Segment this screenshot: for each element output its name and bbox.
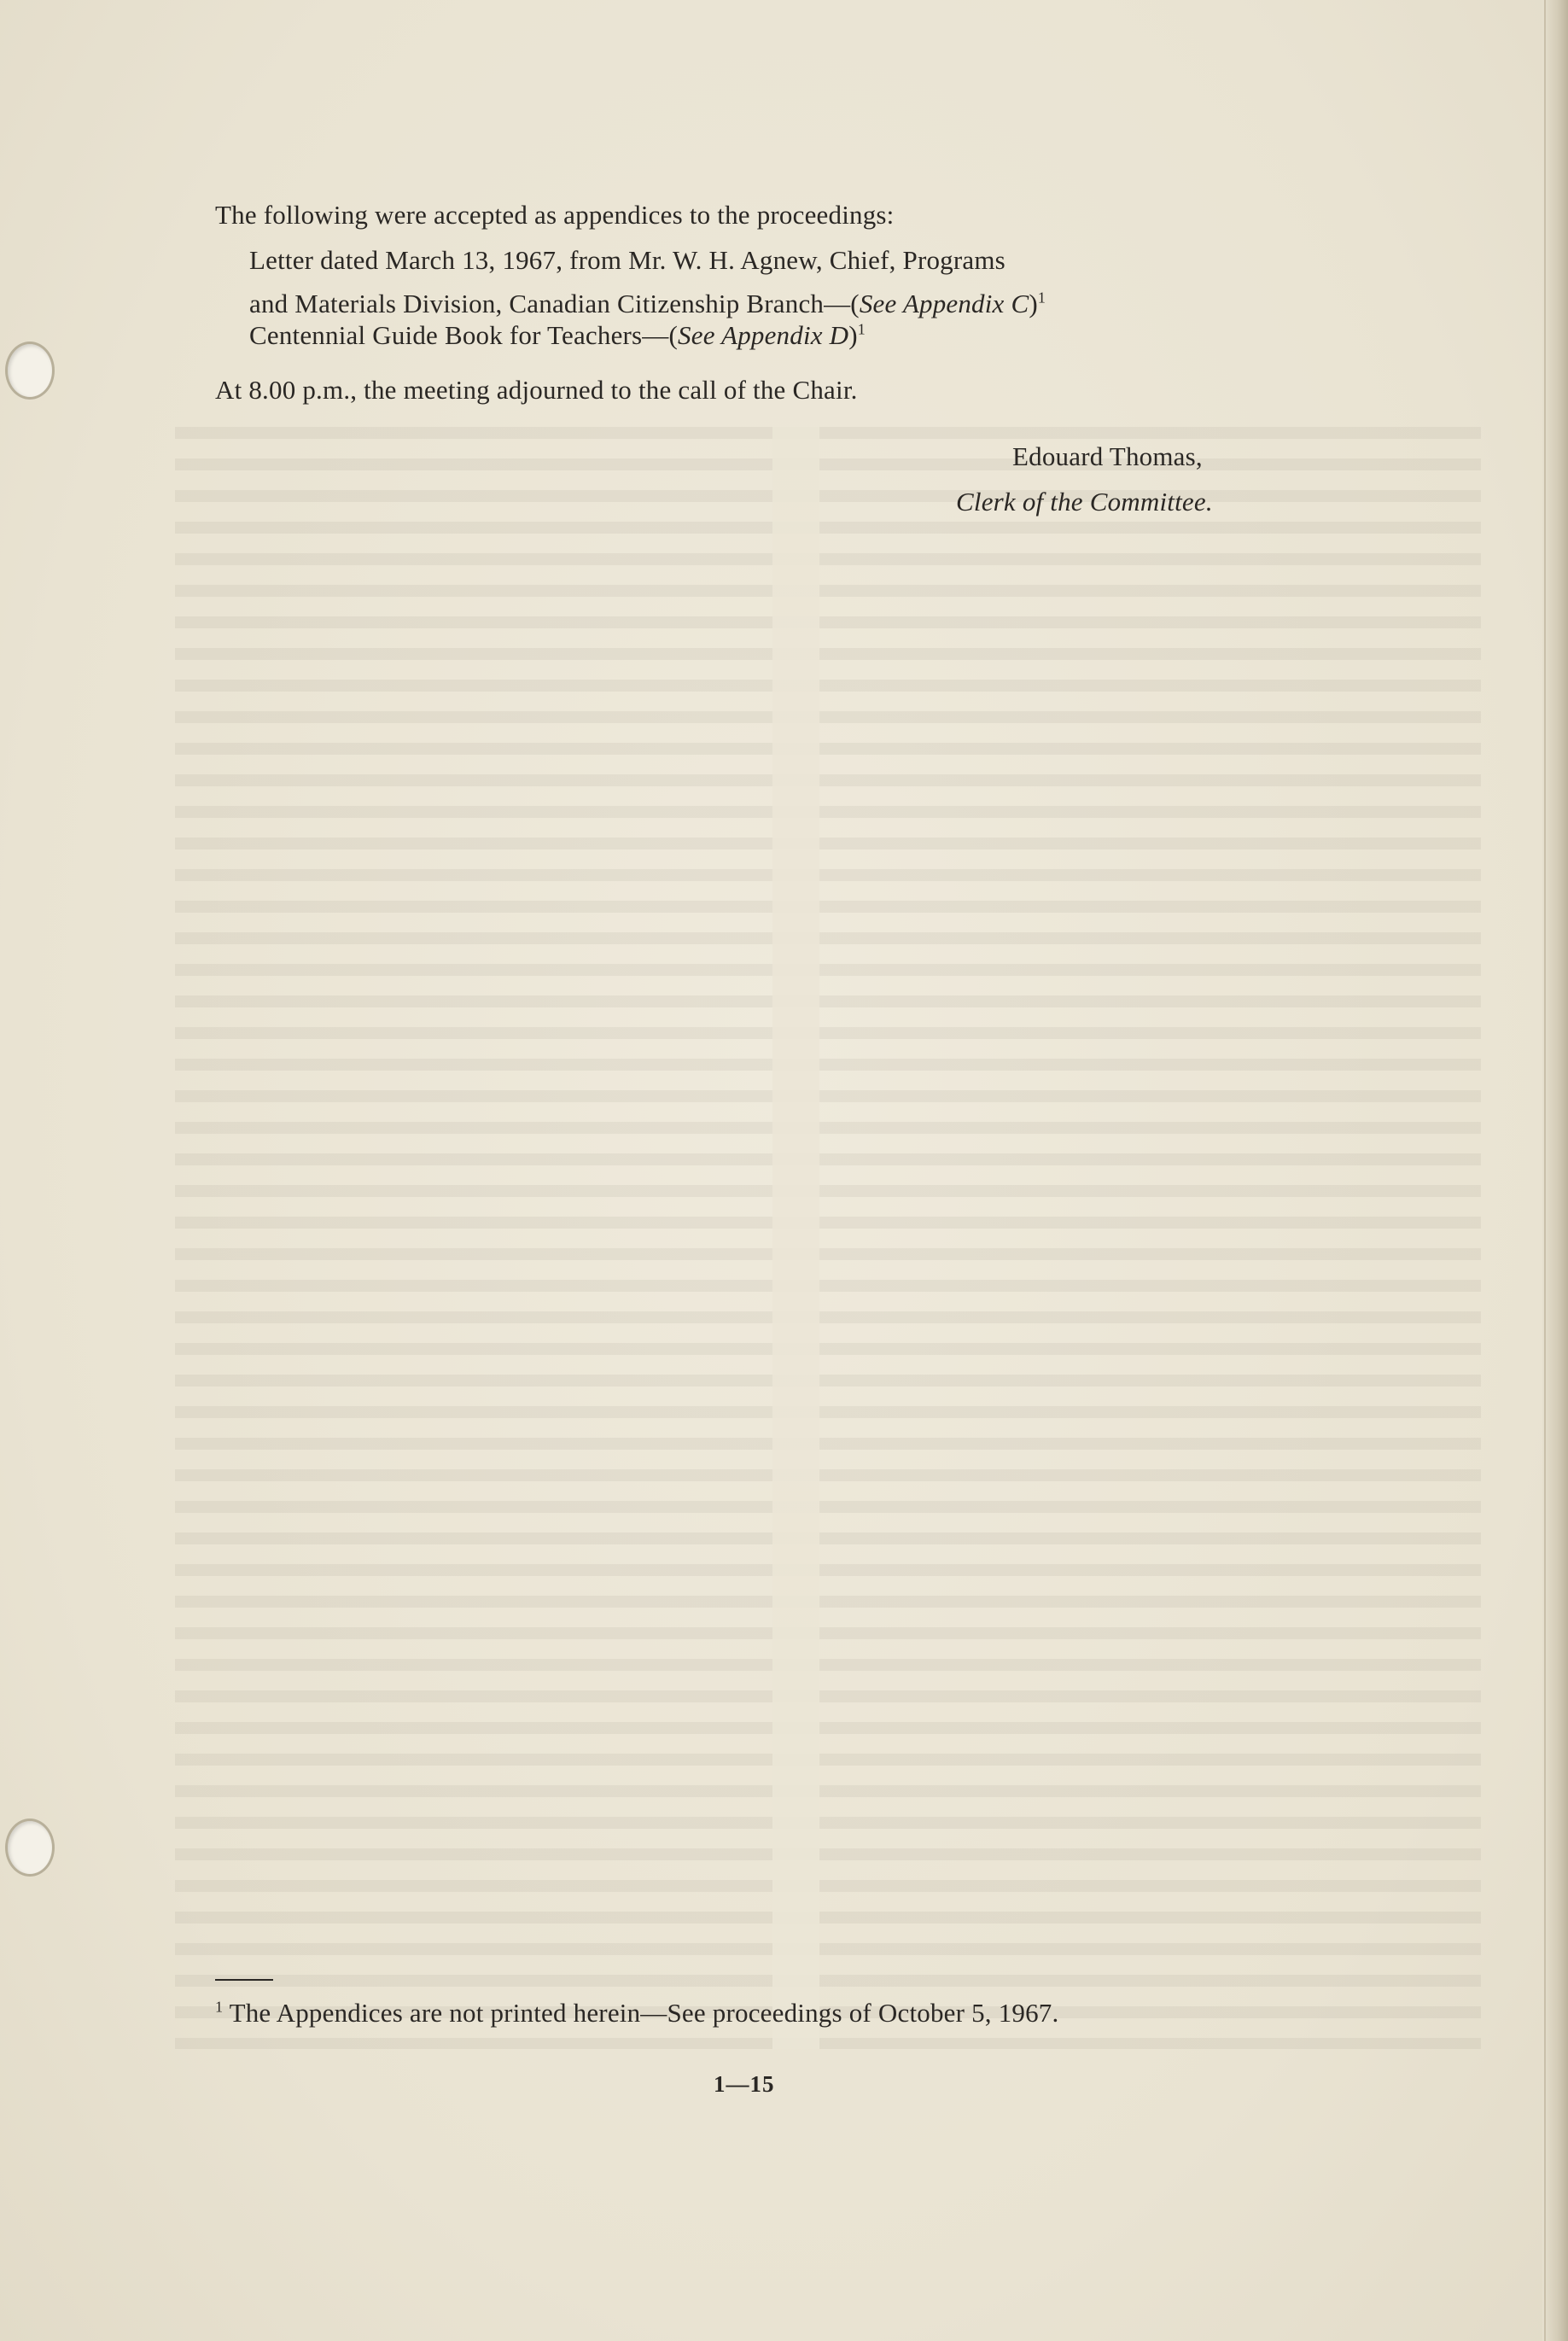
footnote-divider — [215, 1979, 273, 1981]
punch-hole-icon — [5, 1819, 55, 1877]
signatory-title: Clerk of the Committee. — [956, 487, 1213, 517]
appendix-reference: See Appendix D — [678, 320, 849, 350]
appendix-close-paren: ) — [1029, 289, 1038, 318]
signatory-name: Edouard Thomas, — [1012, 441, 1203, 471]
binding-edge — [1542, 0, 1568, 2341]
footnote — [215, 1996, 1058, 2030]
appendix-line-text: and Materials Division, Canadian Citizenship Branch—( — [249, 289, 860, 318]
appendix-line-3 — [249, 318, 866, 353]
appendix-line-text: Letter dated March 13, 1967, from Mr. W. H. Agnew, Chief, Programs — [249, 245, 1006, 275]
adjournment-statement: At 8.00 p.m., the meeting adjourned to the call of the Chair. — [215, 375, 858, 405]
bleed-through-gutter — [772, 427, 819, 2049]
appendix-close-paren: ) — [848, 320, 858, 350]
footnote-marker: 1 — [857, 320, 866, 338]
footnote-marker: 1 — [215, 1998, 224, 2016]
appendices-intro: The following were accepted as appendices to the proceedings: — [215, 200, 895, 230]
bleed-through-text — [175, 427, 1481, 2049]
appendix-line-text: Centennial Guide Book for Teachers—( — [249, 320, 679, 350]
punch-hole-icon — [5, 342, 55, 400]
appendix-line-2 — [249, 287, 1046, 321]
page-number: 1—15 — [714, 2071, 775, 2097]
footnote-marker: 1 — [1037, 289, 1046, 306]
appendix-reference: See Appendix C — [859, 289, 1029, 318]
binding-edge-line — [1544, 0, 1546, 2341]
appendix-line-1 — [249, 243, 1006, 277]
footnote-text: The Appendices are not printed herein—See proceedings of October 5, 1967. — [229, 1998, 1059, 2028]
